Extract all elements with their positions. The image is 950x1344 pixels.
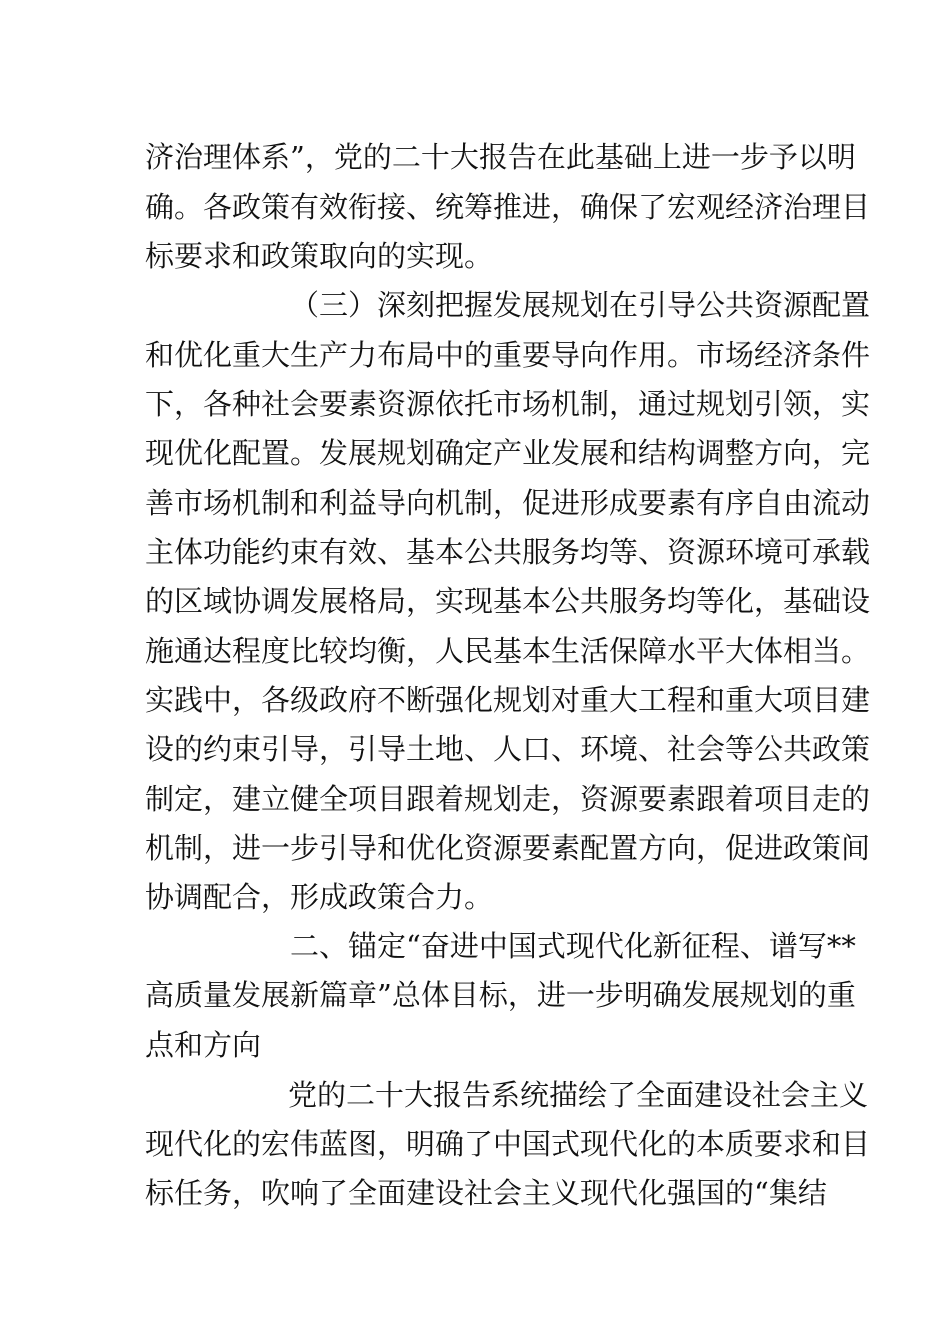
text-line: 济治理体系”，党的二十大报告在此基础上进一步予以明 — [145, 140, 856, 174]
text-line: 施通达程度比较均衡，人民基本生活保障水平大体相当。 — [145, 634, 871, 668]
text-line: 现优化配置。发展规划确定产业发展和结构调整方向，完 — [145, 436, 871, 470]
section-heading-line: （三）深刻把握发展规划在引导公共资源配置 — [290, 288, 871, 322]
section-heading-line: 高质量发展新篇章”总体目标，进一步明确发展规划的重 — [145, 978, 856, 1012]
text-line: 确。各政策有效衔接、统筹推进，确保了宏观经济治理目 — [145, 190, 871, 224]
text-line: 标任务，吹响了全面建设社会主义现代化强国的“集结 — [145, 1176, 827, 1210]
text-line: 主体功能约束有效、基本公共服务均等、资源环境可承载 — [145, 535, 871, 569]
text-line: 党的二十大报告系统描绘了全面建设社会主义 — [288, 1078, 869, 1112]
text-line: 设的约束引导，引导土地、人口、环境、社会等公共政策 — [145, 732, 871, 766]
text-line: 下，各种社会要素资源依托市场机制，通过规划引领，实 — [145, 387, 871, 421]
text-line: 协调配合，形成政策合力。 — [145, 880, 494, 914]
text-line: 标要求和政策取向的实现。 — [145, 239, 494, 273]
text-line: 善市场机制和利益导向机制，促进形成要素有序自由流动 — [145, 486, 871, 520]
text-line: 实践中，各级政府不断强化规划对重大工程和重大项目建 — [145, 683, 871, 717]
text-line: 的区域协调发展格局，实现基本公共服务均等化，基础设 — [145, 584, 871, 618]
section-heading-line: 点和方向 — [145, 1028, 262, 1062]
text-line: 机制，进一步引导和优化资源要素配置方向，促进政策间 — [145, 831, 871, 865]
section-heading-line: 二、锚定“奋进中国式现代化新征程、谱写** — [290, 929, 856, 963]
text-line: 和优化重大生产力布局中的重要导向作用。市场经济条件 — [145, 338, 871, 372]
text-line: 制定，建立健全项目跟着规划走，资源要素跟着项目走的 — [145, 782, 871, 816]
text-line: 现代化的宏伟蓝图，明确了中国式现代化的本质要求和目 — [145, 1127, 871, 1161]
